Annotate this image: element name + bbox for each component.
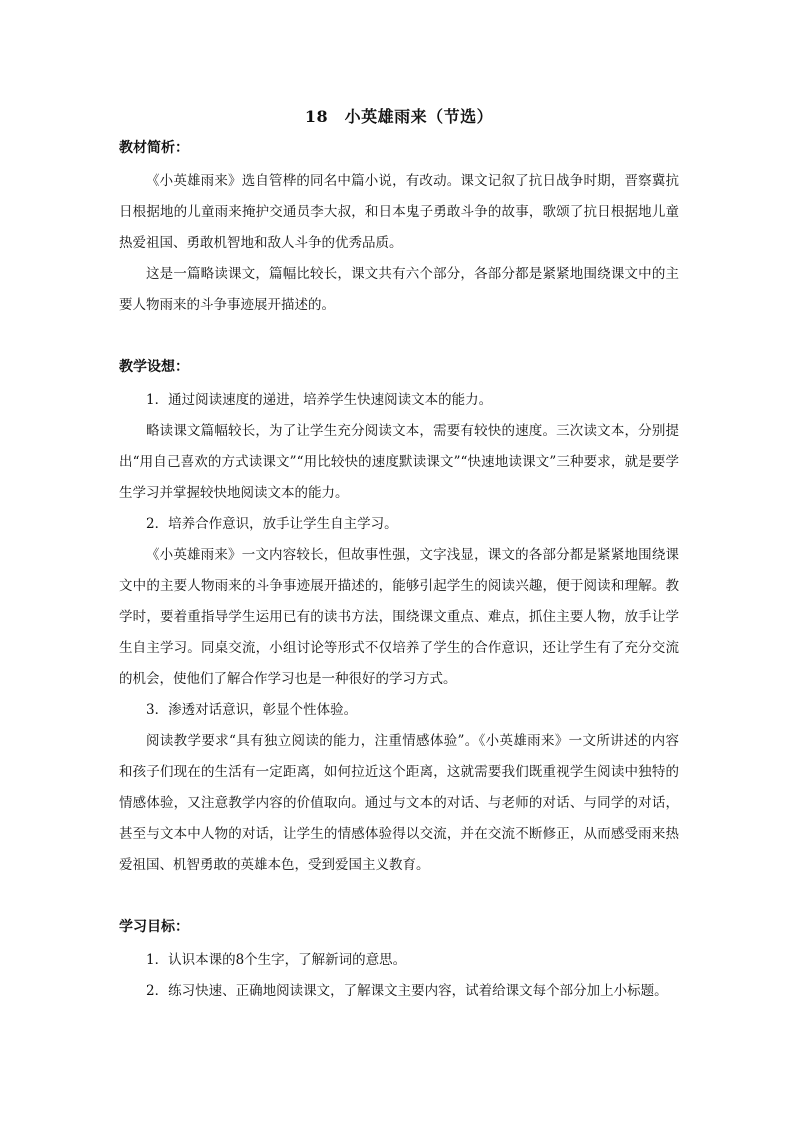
teaching-point: 1．通过阅读速度的递进，培养学生快速阅读文本的能力。	[146, 392, 493, 408]
paragraph: 《小英雄雨来》一文内容较长，但故事性强，文字浅显，课文的各部分都是紧紧地围绕课文中的主要人物雨来的斗争事迹展开描述的，能够引起学生的阅读兴趣，便于阅读和理解。教学时，要着重指导学生运用已有的读书方法，围绕课文重点、难点，抓住主要人物，放手让学生自主学习。同桌交流，小组讨论等形式不仅培养了学生的合作意识，还让学生有了充分交流的机会，使他们了解合作学习也是一种很好的学习方式。	[119, 547, 679, 687]
document-content	[119, 106, 679, 1007]
learning-goal: 2．练习快速、正确地阅读课文，了解课文主要内容，试着给课文每个部分加上小标题。	[146, 983, 668, 999]
paragraph: 阅读教学要求“具有独立阅读的能力，注重情感体验”。《小英雄雨来》一文所讲述的内容和孩子们现在的生活有一定距离，如何拉近这个距离，这就需要我们既重视学生阅读中独特的情感体验，又注意教学内容的价值取向。通过与文本的对话、与老师的对话、与同学的对话，甚至与文本中人物的对话，让学生的情感体验得以交流，并在交流不断修正，从而感受雨来热爱祖国、机智勇敢的英雄本色，受到爱国主义教育。	[119, 733, 679, 873]
teaching-point: 3．渗透对话意识，彰显个性体验。	[146, 702, 358, 718]
section-textbook-analysis	[119, 138, 679, 321]
section-heading: 学习目标：	[119, 919, 189, 935]
paragraph: 这是一篇略读课文，篇幅比较长，课文共有六个部分，各部分都是紧紧地围绕课文中的主要人物雨来的斗争事迹展开描述的。	[119, 266, 679, 313]
section-heading: 教材简析：	[119, 140, 189, 156]
section-learning-goals	[119, 917, 679, 1007]
learning-goal: 1．认识本课的8个生字，了解新词的意思。	[146, 952, 407, 968]
paragraph: 《小英雄雨来》选自管桦的同名中篇小说，有改动。课文记叙了抗日战争时期，晋察冀抗日根据地的儿童雨来掩护交通员李大叔，和日本鬼子勇敢斗争的故事，歌颂了抗日根据地儿童热爱祖国、勇敢机智地和敌人斗争的优秀品质。	[119, 173, 679, 251]
section-teaching-ideas	[119, 357, 679, 881]
teaching-point: 2．培养合作意识，放手让学生自主学习。	[146, 516, 398, 532]
paragraph: 略读课文篇幅较长，为了让学生充分阅读文本，需要有较快的速度。三次读文本，分别提出“用自己喜欢的方式读课文”“用比较快的速度默读课文”“快速地读课文”三种要求，就是要学生学习并掌握较快地阅读文本的能力。	[119, 423, 679, 501]
section-heading: 教学设想：	[119, 359, 189, 375]
page-title: 18 小英雄雨来（节选）	[304, 107, 494, 126]
